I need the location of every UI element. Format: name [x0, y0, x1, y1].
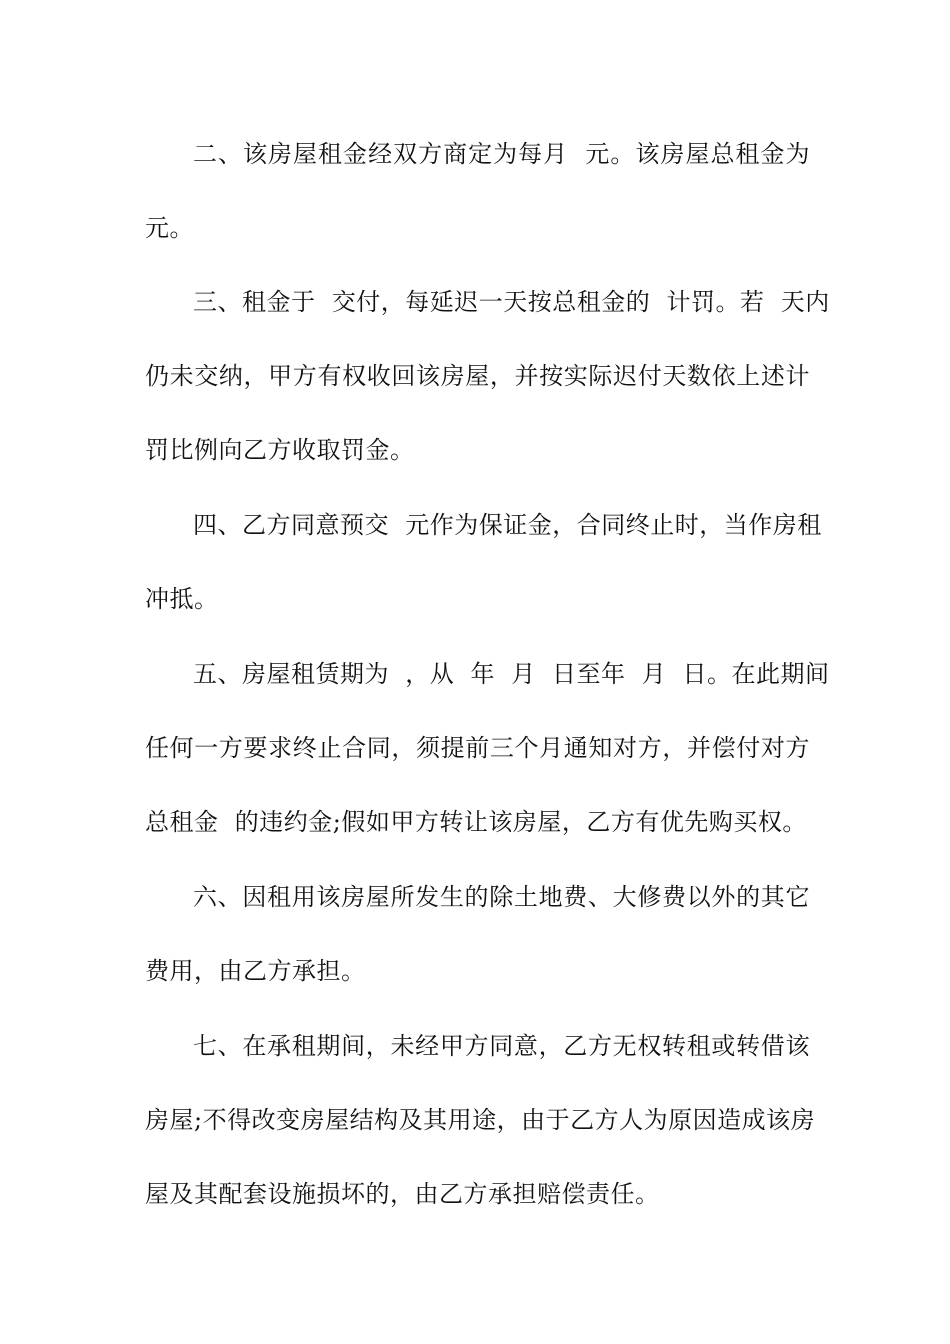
text-line: 任何一方要求终止合同，须提前三个月通知对方，并偿付对方 [145, 734, 810, 762]
text-line: 二、该房屋租金经双方商定为每月 元。该房屋总租金为 [193, 140, 810, 168]
text-line: 四、乙方同意预交 元作为保证金，合同终止时，当作房租 [193, 511, 822, 539]
text-line: 仍未交纳，甲方有权收回该房屋，并按实际迟付天数依上述计 [145, 362, 810, 390]
text-line: 六、因租用该房屋所发生的除土地费、大修费以外的其它 [193, 883, 810, 911]
text-line: 七、在承租期间，未经甲方同意，乙方无权转租或转借该 [193, 1032, 810, 1060]
text-line: 总租金 的违约金;假如甲方转让该房屋，乙方有优先购买权。 [145, 808, 807, 836]
text-line: 三、租金于 交付，每延迟一天按总租金的 计罚。若 天内 [193, 288, 830, 316]
text-line: 罚比例向乙方收取罚金。 [145, 436, 415, 464]
text-line: 冲抵。 [145, 585, 219, 613]
text-line: 元。 [145, 214, 194, 242]
text-line: 房屋;不得改变房屋结构及其用途，由于乙方人为原因造成该房 [145, 1106, 816, 1134]
text-line: 费用，由乙方承担。 [145, 957, 366, 985]
text-line: 屋及其配套设施损坏的，由乙方承担赔偿责任。 [145, 1180, 660, 1208]
text-line: 五、房屋租赁期为 ，从 年 月 日至年 月 日。在此期间 [193, 660, 830, 688]
